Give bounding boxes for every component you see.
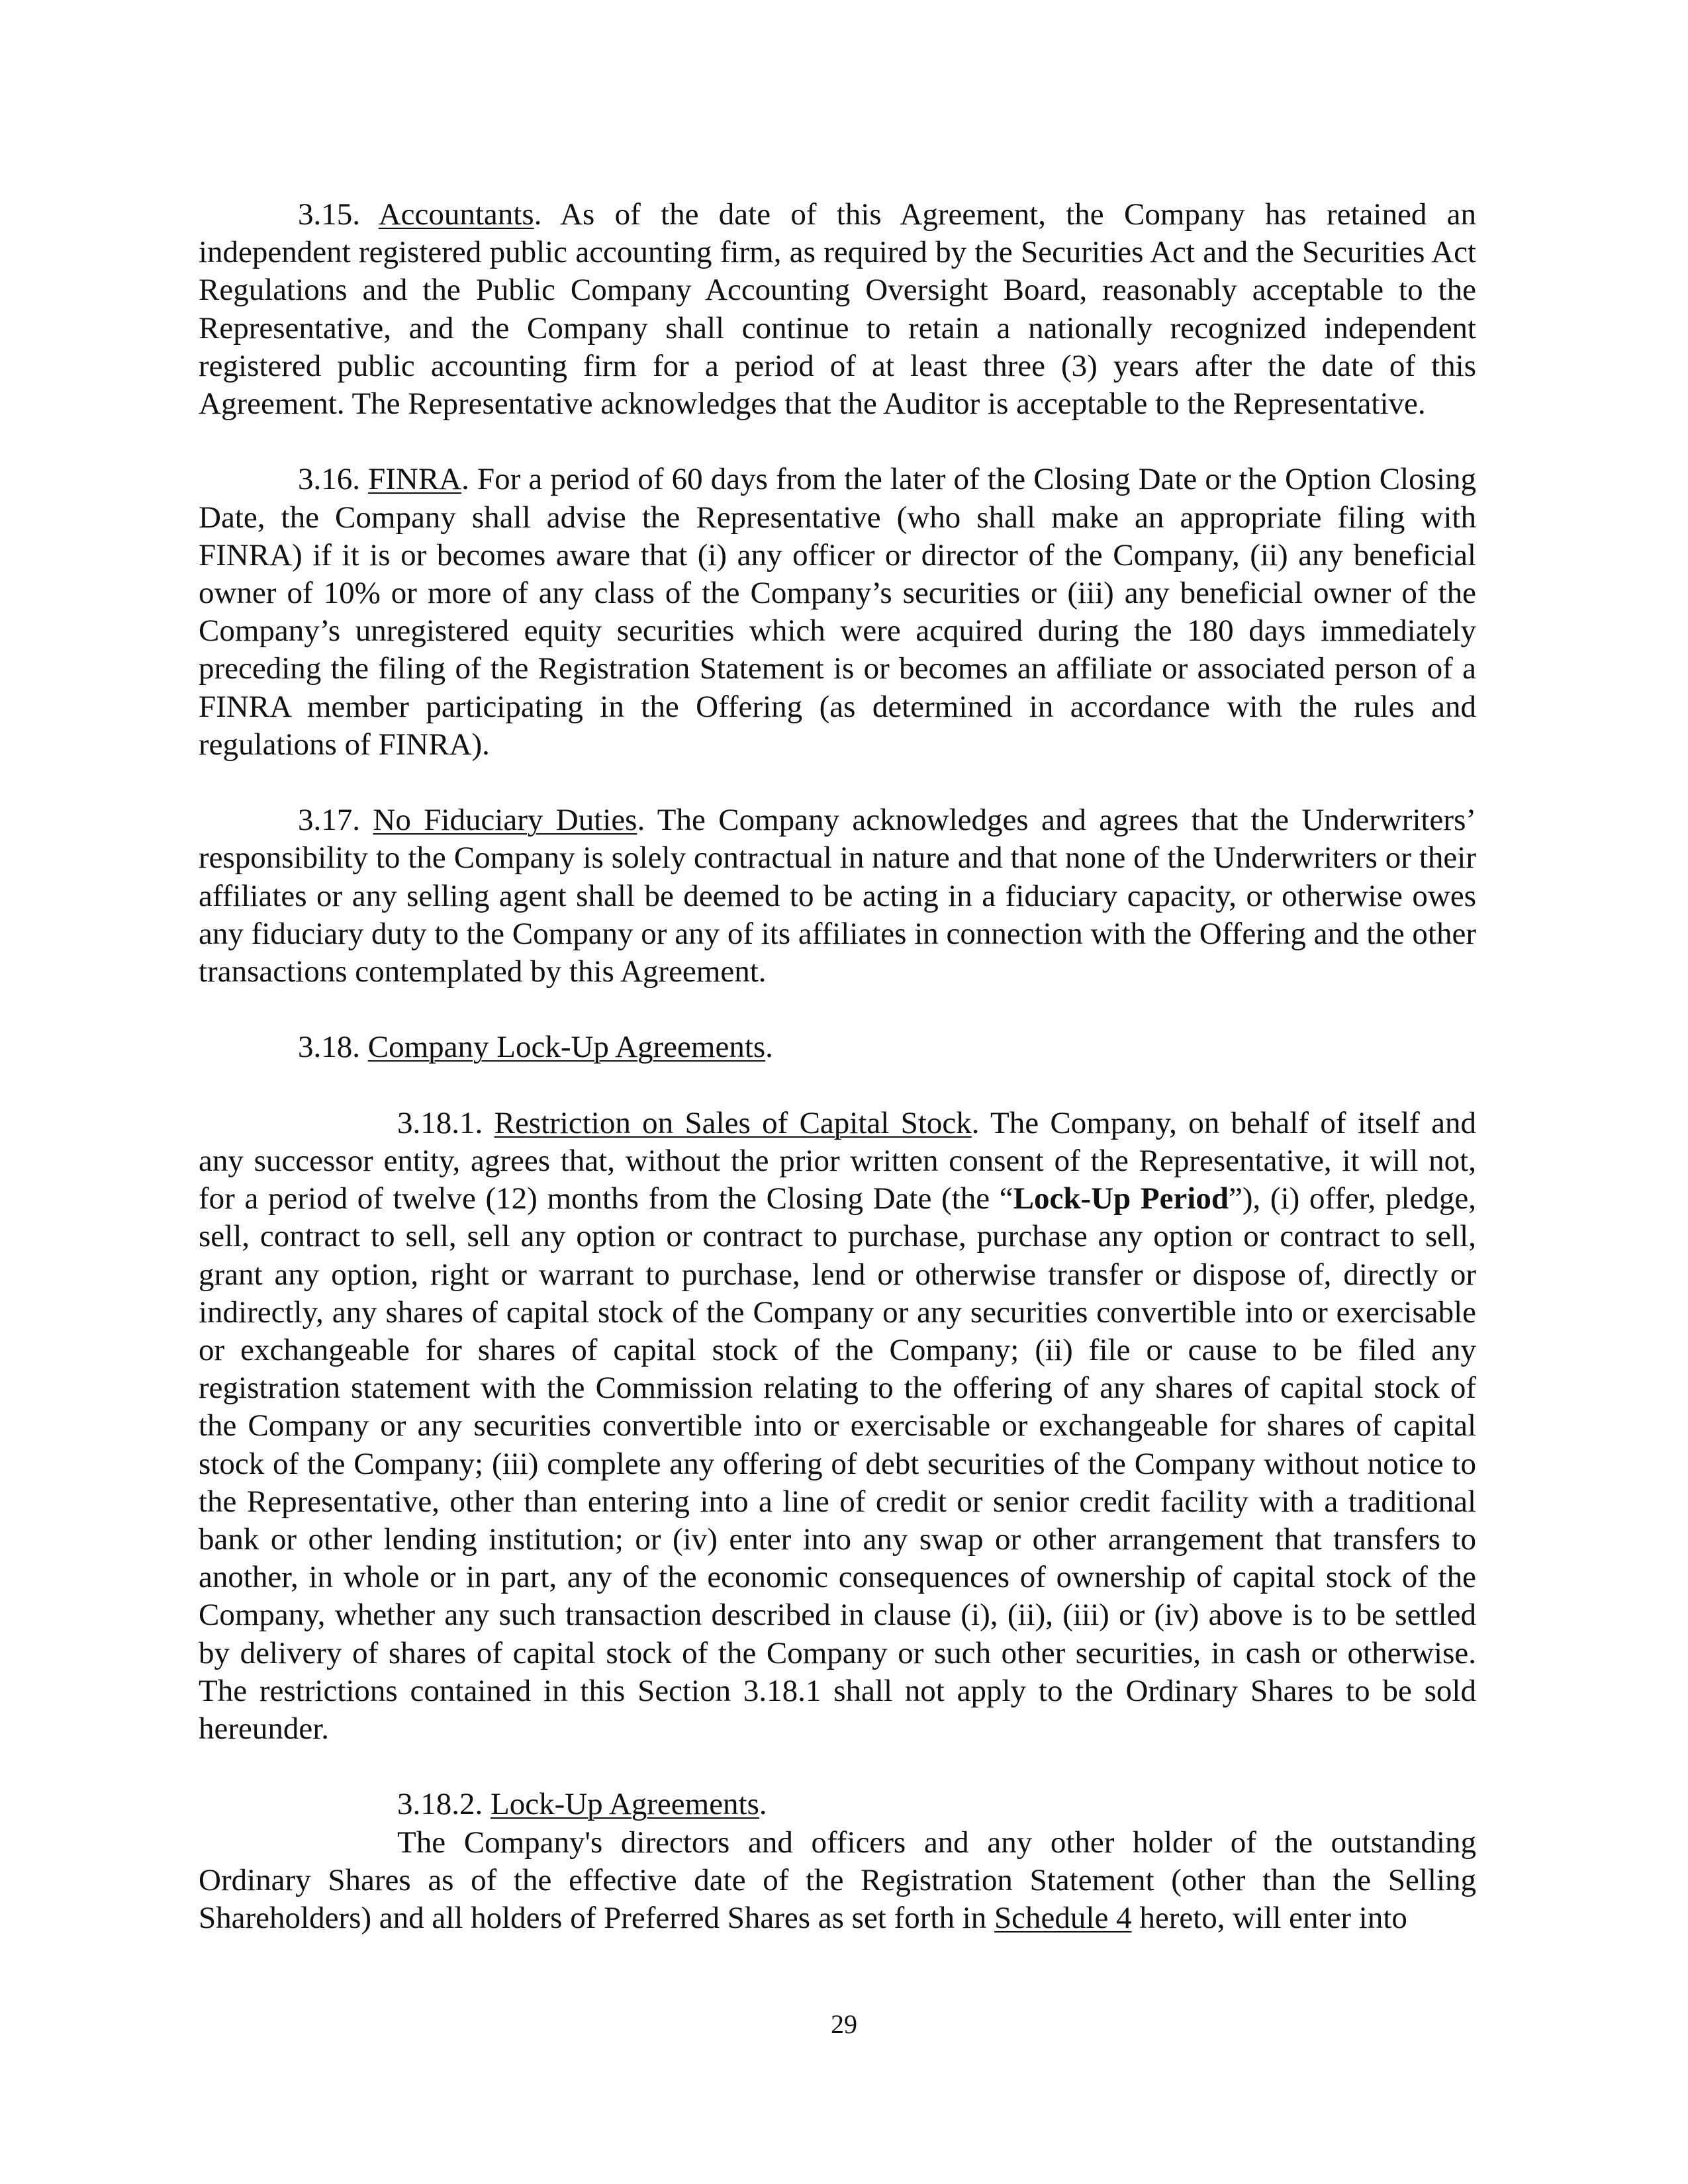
page-number: 29 — [831, 2009, 857, 2039]
defined-term: Lock-Up Period — [1013, 1181, 1229, 1216]
section-title-punctuation: . — [759, 1787, 767, 1822]
section-title: Restriction on Sales of Capital Stock — [494, 1105, 972, 1140]
section-3-18-2-heading — [199, 1786, 1476, 1823]
document-page — [199, 196, 1476, 1937]
section-3-18-heading — [199, 1028, 1476, 1066]
section-body: . For a period of 60 days from the later of the Closing Date or the Option Closing Date, the Company shall advise the Representative (who shall make an appropriate filing with FINRA) if it is or becomes aware that (i) any officer or director of the Company, (ii) any beneficial owner of 10% or more of any class of the Company’s securities or (iii) any beneficial owner of the Company’s unregistered equity securities which were acquired during the 180 days immediately preceding the filing of the Registration Statement is or becomes an affiliate or associated person of a FINRA member participating in the Offering (as determined in accordance with the rules and regulations of FINRA). — [199, 462, 1477, 762]
section-number: 3.15. — [298, 197, 379, 232]
section-3-18-2-body — [199, 1824, 1476, 1938]
section-3-15 — [199, 196, 1476, 423]
section-number: 3.17. — [298, 803, 373, 838]
section-number: 3.18.1. — [397, 1105, 494, 1140]
section-body: . The Company acknowledges and agrees that the Underwriters’ responsibility to the Company is solely contractual in nature and that none of the Underwriters or their affiliates or any selling agent shall be deemed to be acting in a fiduciary capacity, or otherwise owes any fiduciary duty to the Company or any of its affiliates in connection with the Offering and the other transactions contemplated by this Agreement. — [199, 803, 1477, 989]
section-3-18-1 — [199, 1105, 1476, 1748]
schedule-reference: Schedule 4 — [994, 1901, 1132, 1936]
section-title: No Fiduciary Duties — [373, 803, 637, 838]
section-body-part-2: ”), (i) offer, pledge, sell, contract to sell, sell any option or contract to purchase, purchase any option or contract to sell, grant any option, right or warrant to purchase, lend or otherwise transfer or dispose of, directly or indirectly, any shares of capital stock of the Company or any securities convertible into or exercisable or exchangeable for shares of capital stock of the Company; (ii) file or cause to be filed any registration statement with the Commission relating to the offering of any shares of capital stock of the Company or any securities convertible into or exercisable or exchangeable for shares of capital stock of the Company; (iii) complete any offering of debt securities of the Company without notice to the Representative, other than entering into a line of credit or senior credit facility with a traditional bank or other lending institution; or (iv) enter into any swap or other arrangement that transfers to another, in whole or in part, any of the economic consequences of ownership of capital stock of the Company, whether any such transaction described in clause (i), (ii), (iii) or (iv) above is to be settled by delivery of shares of capital stock of the Company or such other securities, in cash or otherwise. The restrictions contained in this Section 3.18.1 shall not apply to the Ordinary Shares to be sold hereunder. — [199, 1181, 1476, 1747]
section-title: Lock-Up Agreements — [491, 1787, 759, 1822]
section-3-16 — [199, 461, 1476, 764]
section-number: 3.18. — [298, 1030, 368, 1065]
section-body-part-1: . The Company, on behalf of itself and any successor entity, agrees that, without the prior written consent of the Representative, it will not, for a period of twelve (12) months from the Closing Date (the “ — [199, 1105, 1476, 1216]
section-number: 3.16. — [298, 462, 369, 497]
section-body-part-2: hereto, will enter into — [1131, 1901, 1407, 1936]
section-body-part-1: The Company's directors and officers and any other holder of the outstanding Ordinary Shares as of the effective date of the Registration Statement (other than the Selling Shareholders) and all holders of Preferred Shares as set forth in — [199, 1825, 1476, 1936]
section-body: . As of the date of this Agreement, the Company has retained an independent registered public accounting firm, as required by the Securities Act and the Securities Act Regulations and the Public Company Accounting Oversight Board, reasonably acceptable to the Representative, and the Company shall continue to retain a nationally recognized independent registered public accounting firm for a period of at least three (3) years after the date of this Agreement. The Representative acknowledges that the Auditor is acceptable to the Representative. — [199, 197, 1476, 422]
section-title-punctuation: . — [765, 1030, 773, 1065]
section-number: 3.18.2. — [397, 1787, 491, 1822]
section-3-17 — [199, 801, 1476, 991]
section-title: Accountants — [378, 197, 534, 232]
section-title: Company Lock-Up Agreements — [367, 1030, 766, 1065]
section-title: FINRA — [368, 462, 462, 497]
